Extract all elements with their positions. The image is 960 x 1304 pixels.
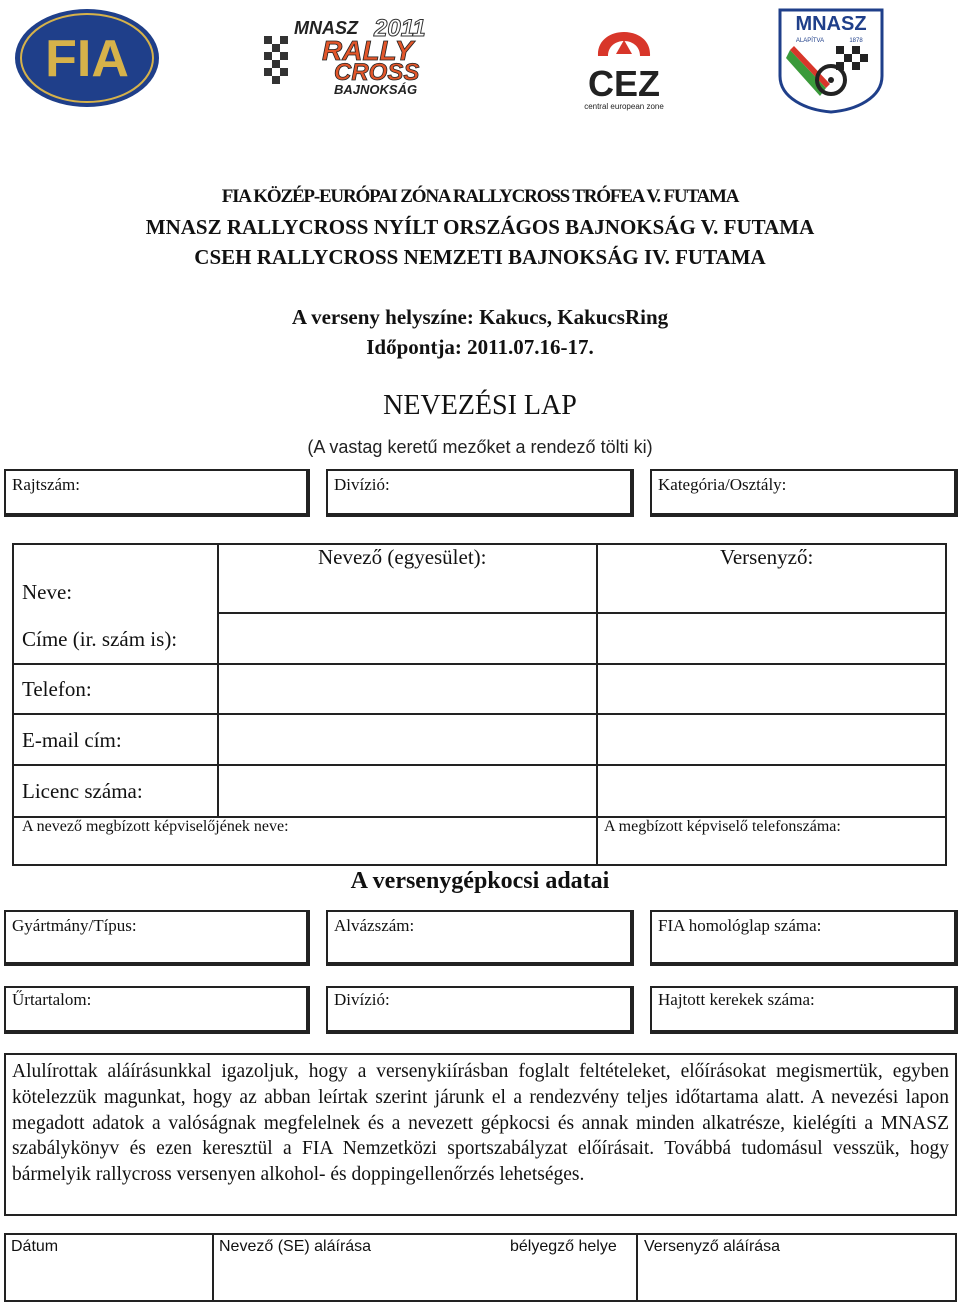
nevezo-neve-input[interactable] bbox=[219, 614, 596, 663]
mnasz-crest-logo bbox=[776, 6, 886, 114]
header-line-1: FIA KÖZÉP-EURÓPAI ZÓNA RALLYCROSS TRÓFEA V. FUTAMA bbox=[221, 186, 739, 207]
kerekek-field[interactable] bbox=[650, 986, 958, 1034]
divizio-label: Divízió: bbox=[334, 475, 390, 494]
organizer-note: (A vastag keretű mezőket a rendező tölti ki) bbox=[307, 437, 653, 457]
sig-versenyzo-label: Versenyző aláírása bbox=[644, 1238, 781, 1255]
car-divizio-field[interactable] bbox=[326, 986, 634, 1034]
logo-rally-text: RALLY bbox=[322, 35, 414, 66]
logo-cross-text: CROSS bbox=[334, 59, 420, 86]
row-neve-label: Neve: bbox=[22, 580, 73, 604]
divizio-field[interactable] bbox=[326, 469, 634, 517]
cez-logo bbox=[568, 10, 680, 112]
row-licenc-label: Licenc száma: bbox=[22, 779, 143, 803]
row-email-label: E-mail cím: bbox=[22, 728, 122, 752]
sig-belyegzo-label: bélyegző helye bbox=[510, 1238, 617, 1255]
kategoria-field[interactable] bbox=[650, 469, 958, 517]
crest-mnasz-text: MNASZ bbox=[795, 13, 867, 35]
cez-subtitle: central european zone bbox=[584, 102, 664, 111]
logo-bajnoksag-text: BAJNOKSÁG bbox=[334, 82, 418, 97]
logo-year-text: 2011 bbox=[374, 15, 426, 42]
homolog-field[interactable] bbox=[650, 910, 958, 966]
rep-name-label: A nevező megbízott képviselőjének neve: bbox=[22, 818, 289, 835]
form-title: NEVEZÉSI LAP bbox=[383, 390, 577, 421]
fia-logo bbox=[14, 8, 160, 108]
crest-year-text: 1878 bbox=[849, 38, 863, 44]
col-versenyzo-header: Versenyző: bbox=[720, 545, 814, 569]
declaration-text: Alulírottak aláírásunkkal igazoljuk, hogy a versenykiírásban foglalt feltételeket, előírásokat megismertük, egyben kötelezzük magunkat, hogy az abban leírtak szerint járunk el a rendezvény teljes időtartama alatt. A nevezési lapon megadott adatok a valóságnak megfelelnek és a nevezett gépkocsi és annak minden alkatrésze, kielégíti a MNASZ szabálykönyv és ezen keresztül a FIA Nemzetközi sportszabályzat előírásait. Továbbá tudomásul vesszük, hogy bármelyik rallycross versenyen alkohol- és doppingellenőrzés lehetséges. bbox=[12, 1061, 949, 1186]
col-nevezo-header: Nevező (egyesület): bbox=[318, 545, 487, 569]
rajtszam-field[interactable] bbox=[4, 469, 310, 517]
car-section-title: A versenygépkocsi adatai bbox=[350, 868, 610, 894]
declaration-box bbox=[4, 1053, 957, 1216]
cez-letters: CEZ bbox=[588, 63, 660, 104]
versenyzo-neve-input[interactable] bbox=[598, 614, 945, 663]
venue-line: A verseny helyszíne: Kakucs, KakucsRing bbox=[291, 305, 669, 329]
date-line: Időpontja: 2011.07.16-17. bbox=[366, 335, 594, 359]
row-telefon-label: Telefon: bbox=[22, 677, 92, 701]
kerekek-label: Hajtott kerekek száma: bbox=[658, 990, 815, 1009]
urtartalom-field[interactable] bbox=[4, 986, 310, 1034]
header-line-2: MNASZ RALLYCROSS NYÍLT ORSZÁGOS BAJNOKSÁG V. FUTAMA bbox=[145, 215, 815, 239]
sig-nevezo-label: Nevező (SE) aláírása bbox=[219, 1238, 372, 1255]
crest-founded-text: ALAPÍTVA bbox=[795, 38, 825, 44]
gyartmany-label: Gyártmány/Típus: bbox=[12, 916, 137, 935]
urtartalom-label: Űrtartalom: bbox=[12, 990, 92, 1009]
logo-mnasz-text: MNASZ bbox=[294, 18, 358, 38]
row-cime-label: Címe (ir. szám is): bbox=[22, 627, 178, 651]
rep-phone-label: A megbízott képviselő telefonszáma: bbox=[604, 818, 841, 835]
mnasz-rallycross-logo bbox=[262, 14, 452, 98]
kategoria-label: Kategória/Osztály: bbox=[658, 475, 787, 494]
car-divizio-label: Divízió: bbox=[334, 990, 390, 1009]
rajtszam-label: Rajtszám: bbox=[12, 475, 80, 494]
alvazszam-label: Alvázszám: bbox=[334, 916, 415, 935]
signature-table bbox=[4, 1233, 957, 1302]
sig-datum-label: Dátum bbox=[11, 1238, 59, 1255]
header-line-3: CSEH RALLYCROSS NEMZETI BAJNOKSÁG IV. FUTAMA bbox=[194, 245, 766, 269]
homolog-label: FIA homológlap száma: bbox=[658, 916, 822, 935]
gyartmany-field[interactable] bbox=[4, 910, 310, 966]
alvazszam-field[interactable] bbox=[326, 910, 634, 966]
fia-logo-text: FIA bbox=[45, 30, 129, 88]
